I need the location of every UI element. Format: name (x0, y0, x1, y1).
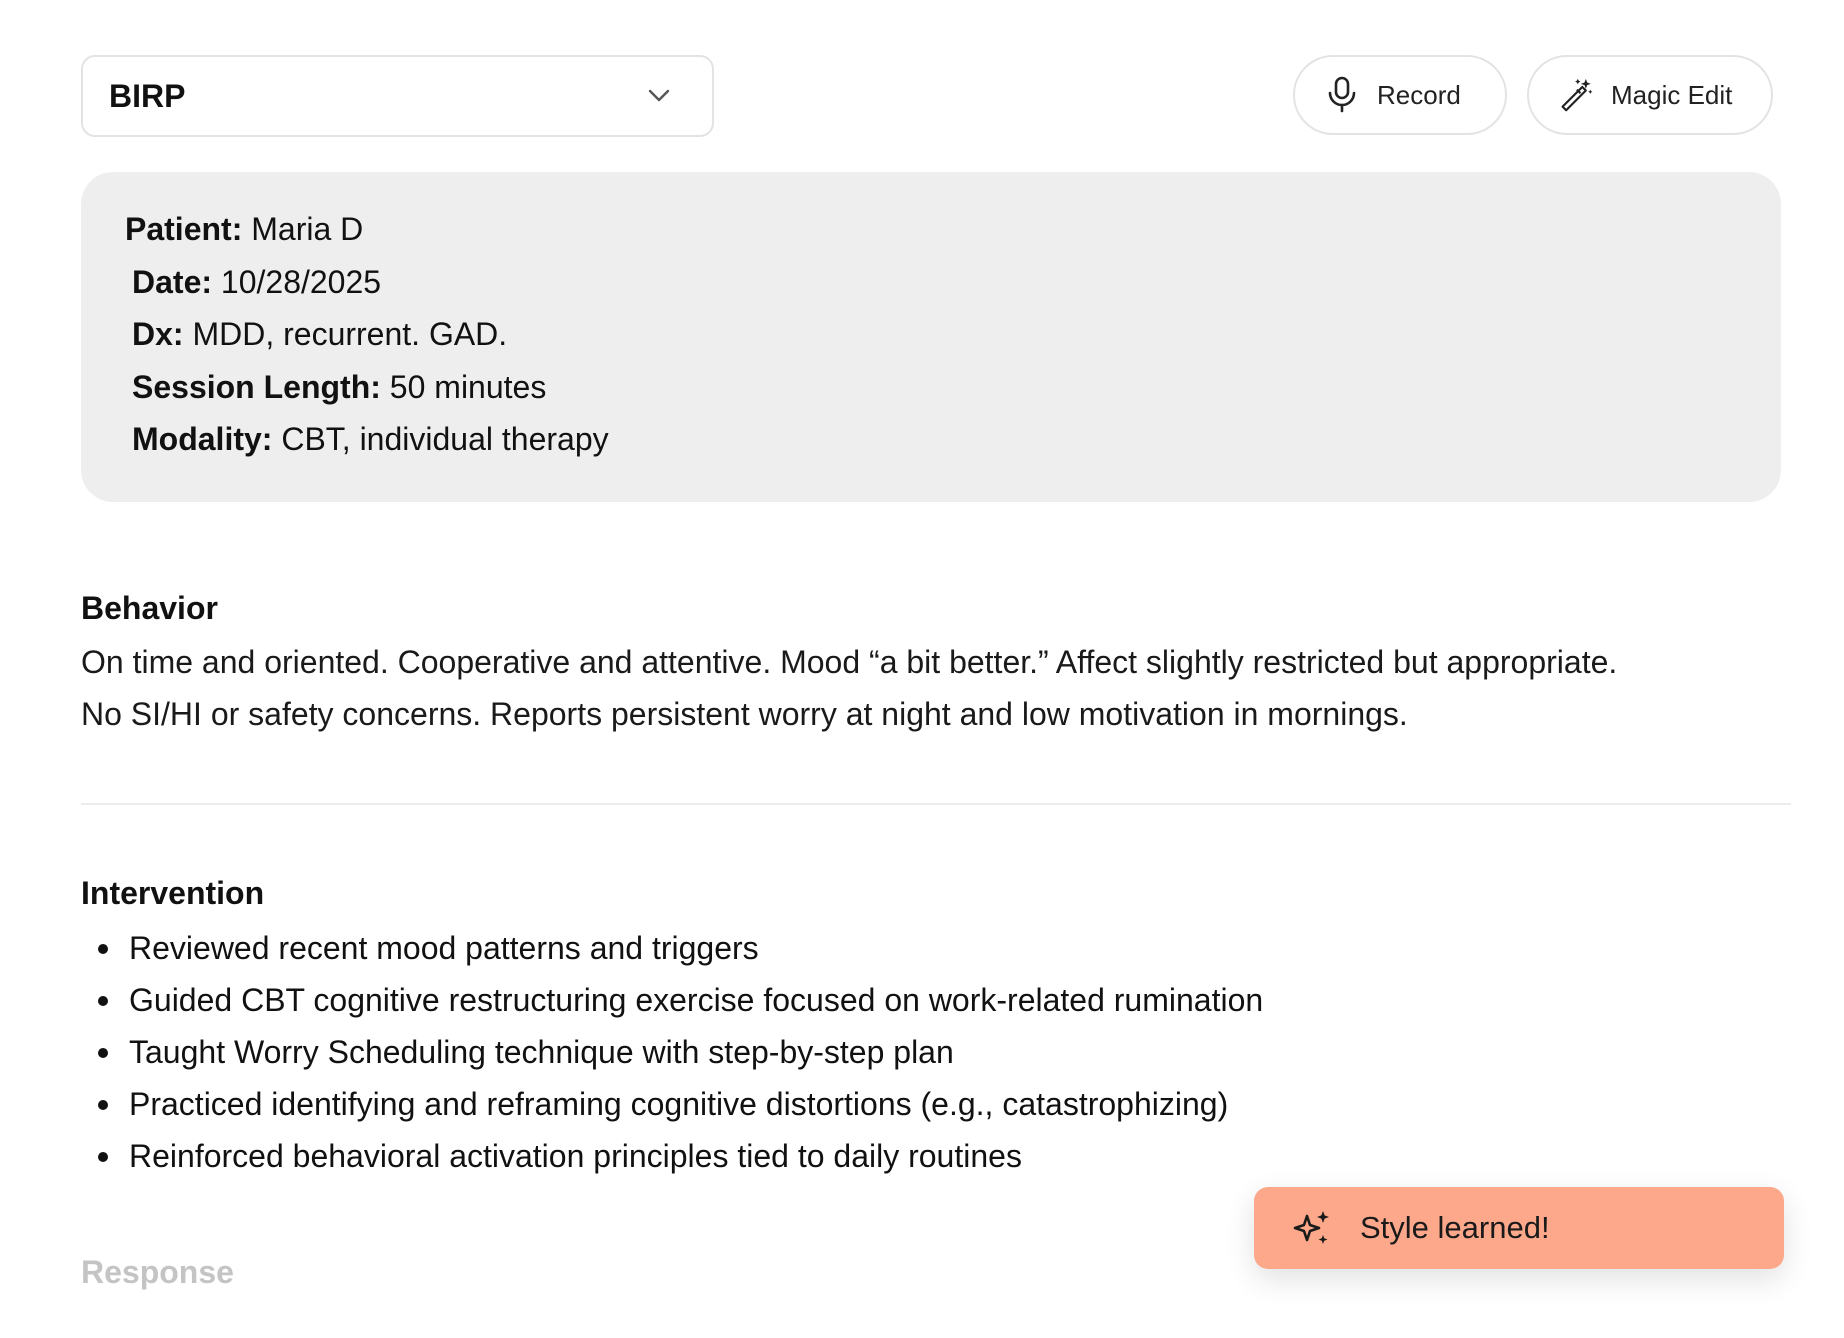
response-section-title: Response (81, 1254, 234, 1290)
patient-label: Patient: (125, 211, 243, 247)
note-template-value: BIRP (109, 77, 186, 114)
intervention-list-item: Reinforced behavioral activation principles tied to daily routines (98, 1130, 1263, 1182)
patient-info-card (81, 172, 1781, 502)
note-template-select[interactable] (81, 55, 714, 137)
section-divider (81, 803, 1791, 805)
patient-info-line (125, 209, 363, 249)
magic-wand-icon (1559, 76, 1593, 114)
sparkles-icon (1292, 1208, 1332, 1248)
intervention-list (98, 922, 1263, 1182)
session-length-label: Session Length: (132, 369, 381, 405)
magic-edit-button[interactable] (1527, 55, 1773, 135)
behavior-section-title: Behavior (81, 590, 218, 626)
modality-value: CBT, individual therapy (281, 421, 609, 457)
intervention-section-title: Intervention (81, 875, 265, 911)
dx-label: Dx: (132, 316, 184, 352)
intervention-list-item: Guided CBT cognitive restructuring exercise focused on work-related rumination (98, 974, 1263, 1026)
toast-label: Style learned! (1360, 1210, 1550, 1245)
behavior-text-line-2: No SI/HI or safety concerns. Reports persistent worry at night and low motivation in mornings. (81, 696, 1408, 732)
record-button[interactable] (1293, 55, 1507, 135)
record-button-label: Record (1377, 79, 1461, 110)
intervention-list-item: Reviewed recent mood patterns and triggers (98, 922, 1263, 974)
magic-edit-button-label: Magic Edit (1611, 79, 1733, 110)
date-value: 10/28/2025 (220, 264, 382, 300)
date-label: Date: (132, 264, 213, 300)
modality-info-line (132, 419, 609, 459)
behavior-text-line-1: On time and oriented. Cooperative and attentive. Mood “a bit better.” Affect slightly restricted but appropriate. (81, 644, 1618, 680)
microphone-icon (1325, 76, 1359, 114)
modality-label: Modality: (132, 421, 273, 457)
dx-value: MDD, recurrent. GAD. (192, 316, 508, 352)
session-length-value: 50 minutes (389, 369, 547, 405)
style-learned-toast (1254, 1187, 1784, 1269)
intervention-list-item: Taught Worry Scheduling technique with step-by-step plan (98, 1026, 1263, 1078)
date-info-line (132, 262, 381, 302)
chevron-down-icon (646, 83, 672, 109)
session-length-info-line (132, 367, 546, 407)
patient-value: Maria D (251, 211, 364, 247)
dx-info-line (132, 314, 507, 354)
intervention-list-item: Practiced identifying and reframing cognitive distortions (e.g., catastrophizing) (98, 1078, 1263, 1130)
